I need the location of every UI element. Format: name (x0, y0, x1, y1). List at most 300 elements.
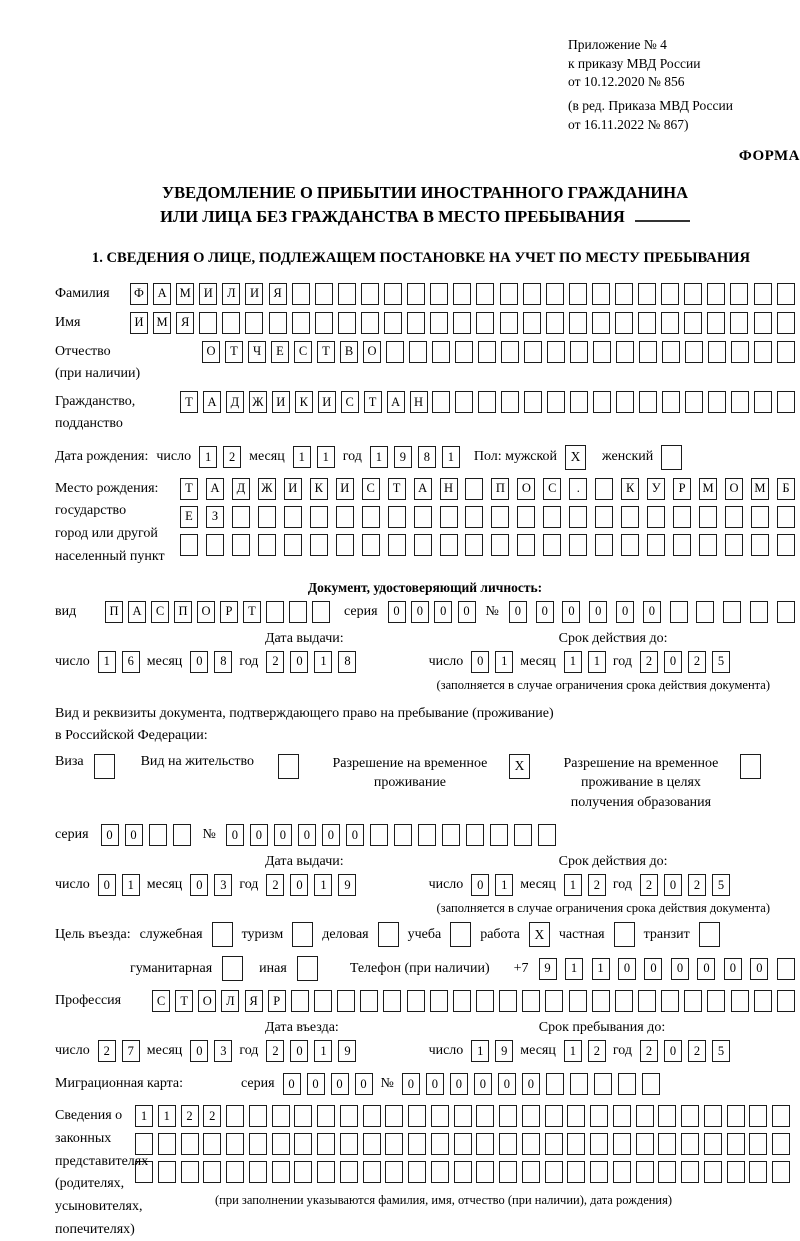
char-box[interactable]: Т (388, 478, 406, 500)
char-box[interactable] (545, 990, 563, 1012)
char-box[interactable]: 0 (190, 874, 208, 896)
valid-year-boxes[interactable] (640, 874, 730, 896)
char-box[interactable] (777, 601, 795, 623)
char-box[interactable]: М (751, 478, 769, 500)
char-box[interactable] (258, 534, 276, 556)
char-box[interactable] (362, 534, 380, 556)
char-box[interactable]: 0 (226, 824, 244, 846)
char-box[interactable] (772, 1105, 790, 1127)
char-box[interactable] (613, 1133, 631, 1155)
char-box[interactable] (453, 312, 471, 334)
issue-day-boxes[interactable] (98, 651, 140, 673)
char-box[interactable]: 1 (564, 1040, 582, 1062)
char-box[interactable]: 0 (509, 601, 527, 623)
char-box[interactable]: 2 (640, 874, 658, 896)
char-box[interactable]: С (151, 601, 169, 623)
char-box[interactable]: 0 (426, 1073, 444, 1095)
char-box[interactable] (455, 341, 473, 363)
char-box[interactable]: И (245, 283, 263, 305)
char-box[interactable] (662, 341, 680, 363)
temp-residence-education-checkbox[interactable] (740, 754, 761, 779)
char-box[interactable] (661, 990, 679, 1012)
char-box[interactable] (569, 534, 587, 556)
char-box[interactable] (523, 312, 541, 334)
char-box[interactable] (704, 1105, 722, 1127)
permit-series-boxes[interactable] (101, 824, 191, 846)
char-box[interactable] (647, 534, 665, 556)
valid-day-boxes[interactable] (471, 874, 513, 896)
char-box[interactable] (569, 990, 587, 1012)
char-box[interactable] (408, 1133, 426, 1155)
char-box[interactable] (317, 1161, 335, 1183)
char-box[interactable]: 1 (588, 651, 606, 673)
char-box[interactable] (772, 1161, 790, 1183)
char-box[interactable] (593, 391, 611, 413)
char-box[interactable] (249, 1105, 267, 1127)
char-box[interactable]: А (128, 601, 146, 623)
char-box[interactable]: И (284, 478, 302, 500)
char-box[interactable]: 0 (664, 1040, 682, 1062)
char-box[interactable] (361, 312, 379, 334)
char-box[interactable] (269, 312, 287, 334)
char-box[interactable]: 1 (564, 651, 582, 673)
char-box[interactable] (173, 824, 191, 846)
char-box[interactable] (442, 824, 460, 846)
char-box[interactable] (681, 1105, 699, 1127)
char-box[interactable]: 1 (98, 651, 116, 673)
char-box[interactable] (685, 391, 703, 413)
char-box[interactable]: 8 (338, 651, 356, 673)
char-box[interactable] (569, 506, 587, 528)
char-box[interactable]: 1 (135, 1105, 153, 1127)
char-box[interactable] (258, 506, 276, 528)
birth-place-row2[interactable] (180, 506, 795, 528)
char-box[interactable]: И (272, 391, 290, 413)
char-box[interactable]: Ч (248, 341, 266, 363)
char-box[interactable] (661, 312, 679, 334)
char-box[interactable] (384, 312, 402, 334)
char-box[interactable] (777, 534, 795, 556)
char-box[interactable]: 9 (338, 1040, 356, 1062)
char-box[interactable] (336, 534, 354, 556)
char-box[interactable] (621, 506, 639, 528)
char-box[interactable]: 0 (589, 601, 607, 623)
char-box[interactable]: А (387, 391, 405, 413)
char-box[interactable] (514, 824, 532, 846)
char-box[interactable] (149, 824, 167, 846)
char-box[interactable]: П (491, 478, 509, 500)
char-box[interactable] (408, 1161, 426, 1183)
doc-series-boxes[interactable] (388, 601, 476, 623)
valid-year-boxes[interactable] (640, 651, 730, 673)
birth-place-row3[interactable] (180, 534, 795, 556)
char-box[interactable] (499, 1133, 517, 1155)
char-box[interactable]: 2 (588, 1040, 606, 1062)
char-box[interactable] (478, 341, 496, 363)
char-box[interactable] (749, 1161, 767, 1183)
char-box[interactable]: 2 (688, 651, 706, 673)
char-box[interactable] (543, 534, 561, 556)
char-box[interactable] (749, 1133, 767, 1155)
char-box[interactable] (707, 312, 725, 334)
char-box[interactable] (777, 283, 795, 305)
birth-year-boxes[interactable] (370, 446, 460, 468)
char-box[interactable] (407, 283, 425, 305)
char-box[interactable] (491, 534, 509, 556)
char-box[interactable]: 0 (562, 601, 580, 623)
char-box[interactable] (699, 506, 717, 528)
char-box[interactable] (547, 391, 565, 413)
char-box[interactable] (777, 958, 795, 980)
char-box[interactable] (338, 283, 356, 305)
doc-kind-boxes[interactable] (105, 601, 330, 623)
char-box[interactable] (590, 1133, 608, 1155)
char-box[interactable] (685, 341, 703, 363)
char-box[interactable] (517, 534, 535, 556)
char-box[interactable]: 3 (214, 1040, 232, 1062)
char-box[interactable]: Р (673, 478, 691, 500)
char-box[interactable] (524, 341, 542, 363)
char-box[interactable]: 0 (697, 958, 715, 980)
char-box[interactable] (725, 506, 743, 528)
char-box[interactable]: 0 (664, 874, 682, 896)
char-box[interactable] (673, 534, 691, 556)
char-box[interactable] (777, 506, 795, 528)
char-box[interactable]: . (569, 478, 587, 500)
stay-month-boxes[interactable] (564, 1040, 606, 1062)
char-box[interactable]: 0 (190, 651, 208, 673)
char-box[interactable] (545, 1133, 563, 1155)
char-box[interactable] (501, 341, 519, 363)
char-box[interactable] (245, 312, 263, 334)
char-box[interactable] (455, 391, 473, 413)
char-box[interactable] (727, 1105, 745, 1127)
char-box[interactable]: 1 (495, 874, 513, 896)
char-box[interactable] (499, 990, 517, 1012)
char-box[interactable] (777, 341, 795, 363)
char-box[interactable] (707, 283, 725, 305)
char-box[interactable]: С (543, 478, 561, 500)
char-box[interactable]: Т (225, 341, 243, 363)
char-box[interactable] (590, 1161, 608, 1183)
char-box[interactable] (430, 990, 448, 1012)
char-box[interactable] (272, 1161, 290, 1183)
char-box[interactable]: Н (440, 478, 458, 500)
issue-day-boxes[interactable] (98, 874, 140, 896)
char-box[interactable] (476, 312, 494, 334)
char-box[interactable] (432, 341, 450, 363)
char-box[interactable] (681, 1133, 699, 1155)
char-box[interactable] (431, 1161, 449, 1183)
char-box[interactable]: И (318, 391, 336, 413)
permit-number-boxes[interactable] (226, 824, 556, 846)
char-box[interactable]: С (341, 391, 359, 413)
char-box[interactable] (363, 1133, 381, 1155)
char-box[interactable] (466, 824, 484, 846)
char-box[interactable]: 1 (370, 446, 388, 468)
char-box[interactable]: 0 (250, 824, 268, 846)
char-box[interactable]: 0 (411, 601, 429, 623)
char-box[interactable] (661, 283, 679, 305)
char-box[interactable]: 0 (474, 1073, 492, 1095)
char-box[interactable] (594, 1073, 612, 1095)
char-box[interactable]: 3 (214, 874, 232, 896)
entry-day-boxes[interactable] (98, 1040, 140, 1062)
char-box[interactable] (522, 1105, 540, 1127)
char-box[interactable]: 1 (565, 958, 583, 980)
char-box[interactable] (476, 1105, 494, 1127)
char-box[interactable]: Е (180, 506, 198, 528)
char-box[interactable] (777, 391, 795, 413)
char-box[interactable] (613, 1105, 631, 1127)
char-box[interactable] (613, 1161, 631, 1183)
char-box[interactable] (363, 1161, 381, 1183)
char-box[interactable] (636, 1105, 654, 1127)
purpose-business-checkbox[interactable] (378, 922, 399, 947)
char-box[interactable] (294, 1133, 312, 1155)
char-box[interactable]: 2 (266, 651, 284, 673)
char-box[interactable] (284, 506, 302, 528)
char-box[interactable] (385, 1161, 403, 1183)
char-box[interactable] (754, 990, 772, 1012)
char-box[interactable] (249, 1161, 267, 1183)
char-box[interactable] (731, 990, 749, 1012)
char-box[interactable] (647, 506, 665, 528)
char-box[interactable]: И (130, 312, 148, 334)
char-box[interactable] (310, 506, 328, 528)
char-box[interactable] (642, 1073, 660, 1095)
char-box[interactable] (476, 990, 494, 1012)
char-box[interactable] (621, 534, 639, 556)
char-box[interactable] (524, 391, 542, 413)
char-box[interactable] (336, 506, 354, 528)
char-box[interactable]: К (310, 478, 328, 500)
char-box[interactable] (616, 391, 634, 413)
char-box[interactable] (294, 1105, 312, 1127)
char-box[interactable]: 0 (298, 824, 316, 846)
issue-year-boxes[interactable] (266, 651, 356, 673)
char-box[interactable]: 0 (644, 958, 662, 980)
char-box[interactable] (232, 506, 250, 528)
char-box[interactable] (500, 312, 518, 334)
char-box[interactable]: Л (221, 990, 239, 1012)
char-box[interactable] (615, 312, 633, 334)
char-box[interactable]: 0 (724, 958, 742, 980)
purpose-study-checkbox[interactable] (450, 922, 471, 947)
char-box[interactable] (615, 990, 633, 1012)
surname-boxes[interactable] (130, 283, 795, 305)
char-box[interactable] (754, 391, 772, 413)
char-box[interactable]: 0 (536, 601, 554, 623)
char-box[interactable] (478, 391, 496, 413)
char-box[interactable]: 2 (98, 1040, 116, 1062)
char-box[interactable] (226, 1105, 244, 1127)
char-box[interactable]: 0 (618, 958, 636, 980)
char-box[interactable] (206, 534, 224, 556)
char-box[interactable] (658, 1105, 676, 1127)
char-box[interactable] (658, 1161, 676, 1183)
char-box[interactable]: 0 (450, 1073, 468, 1095)
citizenship-boxes[interactable] (180, 391, 795, 413)
char-box[interactable]: 0 (331, 1073, 349, 1095)
char-box[interactable] (315, 283, 333, 305)
char-box[interactable] (708, 341, 726, 363)
char-box[interactable] (432, 391, 450, 413)
char-box[interactable] (222, 312, 240, 334)
char-box[interactable] (476, 1133, 494, 1155)
char-box[interactable]: 0 (125, 824, 143, 846)
char-box[interactable] (772, 1133, 790, 1155)
char-box[interactable] (385, 1133, 403, 1155)
char-box[interactable] (545, 1105, 563, 1127)
char-box[interactable]: 0 (290, 651, 308, 673)
char-box[interactable] (750, 601, 768, 623)
char-box[interactable] (731, 341, 749, 363)
char-box[interactable] (595, 534, 613, 556)
char-box[interactable]: Ж (258, 478, 276, 500)
entry-year-boxes[interactable] (266, 1040, 356, 1062)
char-box[interactable]: В (340, 341, 358, 363)
stay-year-boxes[interactable] (640, 1040, 730, 1062)
char-box[interactable] (636, 1133, 654, 1155)
char-box[interactable]: Д (226, 391, 244, 413)
char-box[interactable]: 0 (471, 651, 489, 673)
char-box[interactable]: 6 (122, 651, 140, 673)
char-box[interactable]: 9 (394, 446, 412, 468)
char-box[interactable]: 8 (214, 651, 232, 673)
profession-boxes[interactable] (152, 990, 795, 1012)
char-box[interactable]: 1 (158, 1105, 176, 1127)
char-box[interactable] (499, 1161, 517, 1183)
char-box[interactable] (370, 824, 388, 846)
char-box[interactable]: Я (245, 990, 263, 1012)
char-box[interactable] (592, 283, 610, 305)
char-box[interactable] (180, 534, 198, 556)
char-box[interactable] (203, 1161, 221, 1183)
char-box[interactable] (704, 1161, 722, 1183)
char-box[interactable] (500, 283, 518, 305)
char-box[interactable] (272, 1133, 290, 1155)
char-box[interactable] (388, 534, 406, 556)
char-box[interactable] (226, 1161, 244, 1183)
representatives-row2[interactable] (135, 1133, 790, 1155)
char-box[interactable] (232, 534, 250, 556)
char-box[interactable]: 0 (355, 1073, 373, 1095)
char-box[interactable]: 5 (712, 1040, 730, 1062)
char-box[interactable]: О (725, 478, 743, 500)
char-box[interactable] (727, 1133, 745, 1155)
char-box[interactable]: О (202, 341, 220, 363)
char-box[interactable]: А (414, 478, 432, 500)
char-box[interactable]: 0 (458, 601, 476, 623)
char-box[interactable] (454, 1105, 472, 1127)
char-box[interactable] (684, 312, 702, 334)
char-box[interactable]: И (199, 283, 217, 305)
char-box[interactable] (340, 1105, 358, 1127)
char-box[interactable] (638, 990, 656, 1012)
char-box[interactable] (501, 391, 519, 413)
char-box[interactable] (490, 824, 508, 846)
char-box[interactable] (289, 601, 307, 623)
char-box[interactable]: 1 (293, 446, 311, 468)
char-box[interactable] (777, 312, 795, 334)
char-box[interactable]: 0 (664, 651, 682, 673)
char-box[interactable]: И (336, 478, 354, 500)
char-box[interactable]: 1 (317, 446, 335, 468)
char-box[interactable] (569, 283, 587, 305)
char-box[interactable] (523, 283, 541, 305)
patronymic-boxes[interactable] (202, 341, 795, 363)
char-box[interactable]: Т (317, 341, 335, 363)
char-box[interactable] (662, 391, 680, 413)
char-box[interactable] (570, 391, 588, 413)
char-box[interactable]: 1 (122, 874, 140, 896)
representatives-row3[interactable] (135, 1161, 790, 1183)
char-box[interactable] (440, 534, 458, 556)
char-box[interactable] (454, 1133, 472, 1155)
char-box[interactable]: 1 (471, 1040, 489, 1062)
visa-checkbox[interactable] (94, 754, 115, 779)
char-box[interactable] (465, 534, 483, 556)
char-box[interactable] (249, 1133, 267, 1155)
char-box[interactable]: Е (271, 341, 289, 363)
char-box[interactable] (567, 1161, 585, 1183)
purpose-other-checkbox[interactable] (297, 956, 318, 981)
char-box[interactable]: 0 (616, 601, 634, 623)
char-box[interactable] (363, 1105, 381, 1127)
char-box[interactable] (731, 391, 749, 413)
char-box[interactable] (338, 312, 356, 334)
char-box[interactable] (725, 534, 743, 556)
char-box[interactable]: 0 (290, 1040, 308, 1062)
char-box[interactable] (465, 478, 483, 500)
char-box[interactable]: Р (220, 601, 238, 623)
sex-female-checkbox[interactable] (661, 445, 682, 470)
char-box[interactable]: 1 (564, 874, 582, 896)
char-box[interactable] (590, 1105, 608, 1127)
issue-month-boxes[interactable] (190, 874, 232, 896)
char-box[interactable]: 1 (495, 651, 513, 673)
char-box[interactable]: М (176, 283, 194, 305)
char-box[interactable]: 1 (314, 1040, 332, 1062)
char-box[interactable] (658, 1133, 676, 1155)
char-box[interactable] (570, 1073, 588, 1095)
char-box[interactable] (749, 1105, 767, 1127)
char-box[interactable]: 1 (592, 958, 610, 980)
char-box[interactable] (538, 824, 556, 846)
char-box[interactable] (384, 283, 402, 305)
char-box[interactable]: Л (222, 283, 240, 305)
purpose-official-checkbox[interactable] (212, 922, 233, 947)
char-box[interactable]: 0 (190, 1040, 208, 1062)
char-box[interactable] (699, 534, 717, 556)
char-box[interactable]: О (517, 478, 535, 500)
char-box[interactable] (394, 824, 412, 846)
char-box[interactable] (522, 1161, 540, 1183)
char-box[interactable]: 7 (122, 1040, 140, 1062)
char-box[interactable]: 0 (671, 958, 689, 980)
char-box[interactable] (291, 990, 309, 1012)
char-box[interactable] (751, 506, 769, 528)
representatives-row1[interactable] (135, 1105, 790, 1127)
char-box[interactable]: Т (180, 391, 198, 413)
char-box[interactable] (639, 391, 657, 413)
char-box[interactable] (414, 534, 432, 556)
char-box[interactable] (592, 990, 610, 1012)
char-box[interactable]: Т (243, 601, 261, 623)
char-box[interactable] (476, 1161, 494, 1183)
char-box[interactable] (546, 283, 564, 305)
